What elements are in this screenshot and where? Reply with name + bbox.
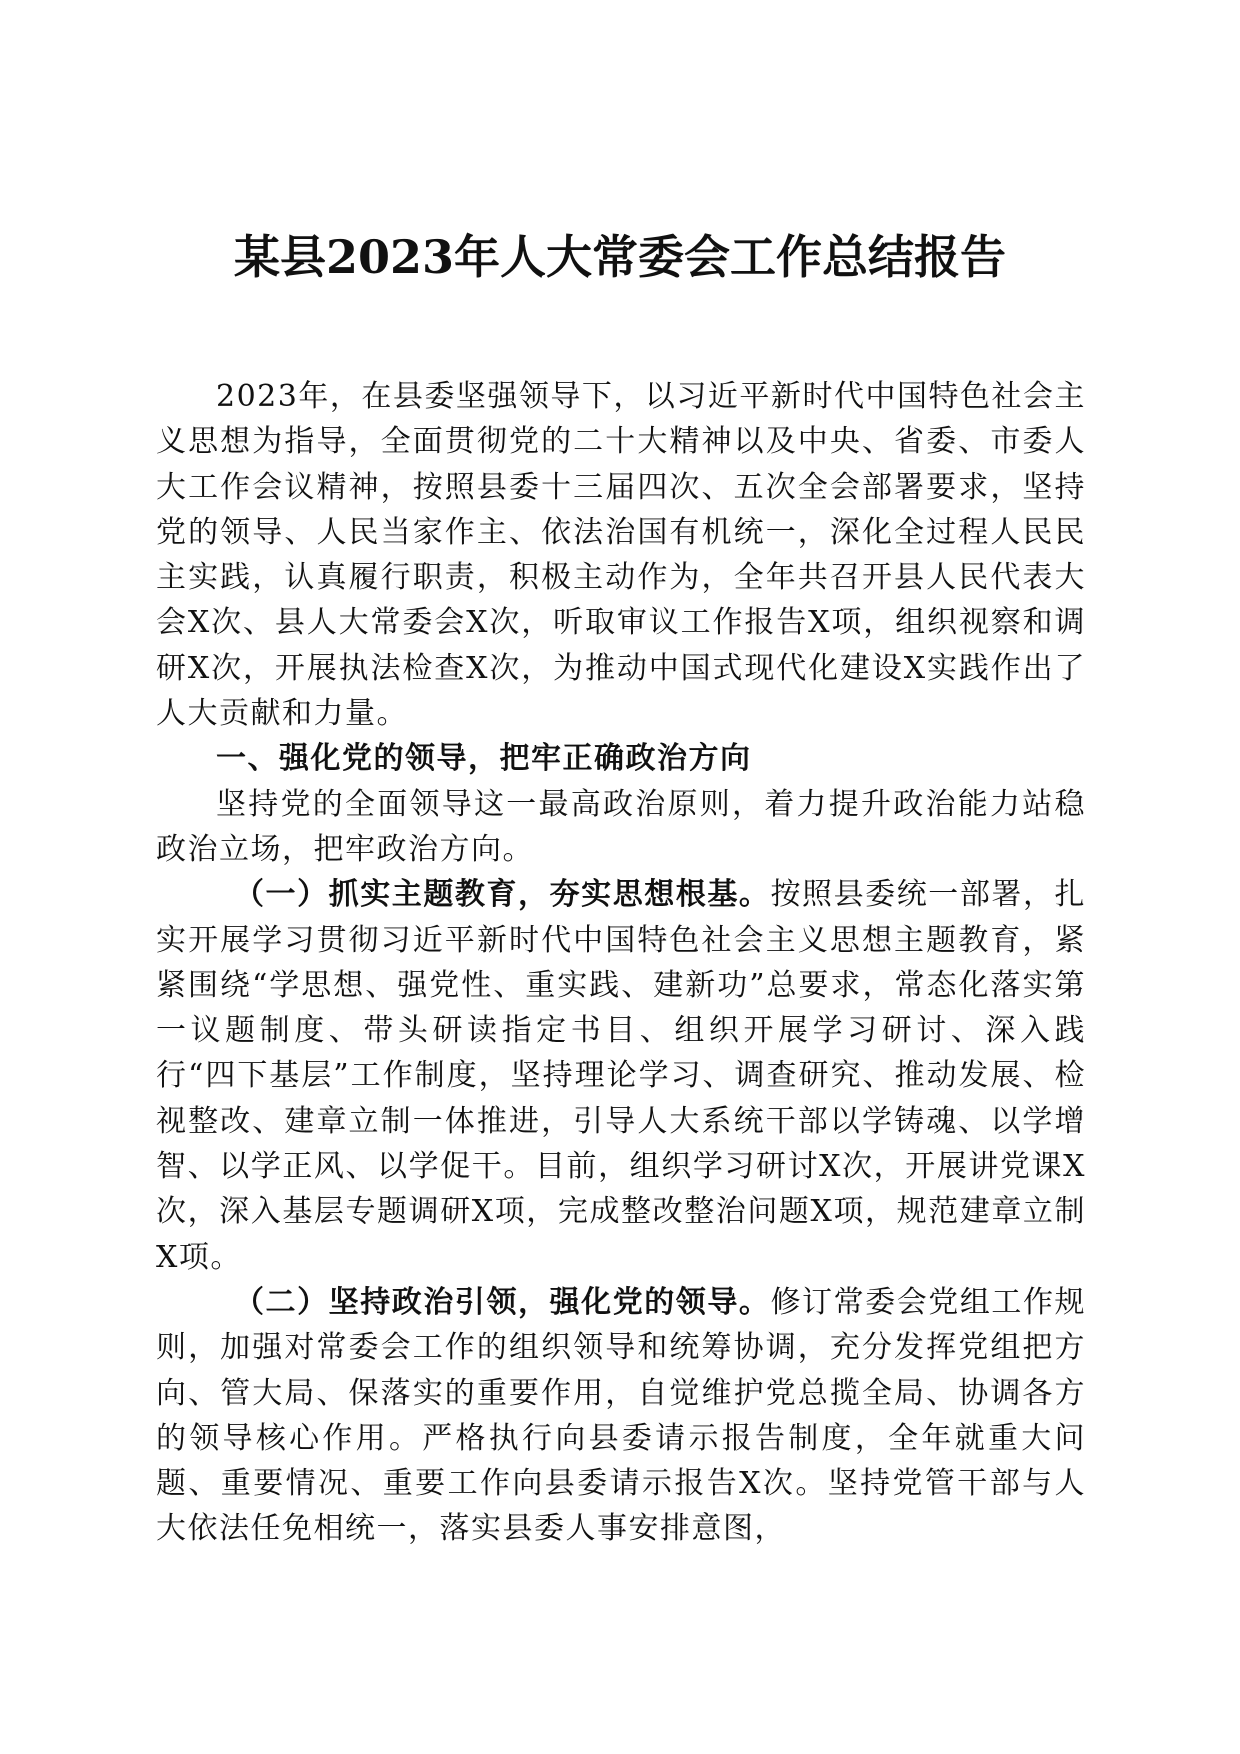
- section-1-item-1-text: 按照县委统一部署，扎实开展学习贯彻习近平新时代中国特色社会主义思想主题教育，紧紧围绕“学思想、强党性、重实践、建新功”总要求，常态化落实第一议题制度、带头研读指定书目、组织开展学习研讨、深入践行“四下基层”工作制度，坚持理论学习、调查研究、推动发展、检视整改、建章立制一体推进，引导人大系统干部以学铸魂、以学增智、以学正风、以学促干。目前，组织学习研讨X次，开展讲党课X次，深入基层专题调研X项，完成整改整治问题X项，规范建章立制X项。: [156, 877, 1087, 1275]
- section-1-lead-paragraph: 坚持党的全面领导这一最高政治原则，着力提升政治能力站稳政治立场，把牢政治方向。: [156, 786, 1086, 867]
- section-1-item-2-text: 修订常委会党组工作规则，加强对常委会工作的组织领导和统筹协调，充分发挥党组把方向、管大局、保落实的重要作用，自觉维护党总揽全局、协调各方的领导核心作用。严格执行向县委请示报告制度，全年就重大问题、重要情况、重要工作向县委请示报告X次。坚持党管干部与人大依法任免相统一，落实县委人事安排意图，: [156, 1284, 1087, 1547]
- section-1-item-2-paragraph: [156, 1280, 1086, 1552]
- section-1-item-1-title: （一）抓实主题教育，夯实思想根基。: [234, 877, 771, 913]
- intro-paragraph: 2023年，在县委坚强领导下，以习近平新时代中国特色社会主义思想为指导，全面贯彻党的二十大精神以及中央、省委、市委人大工作会议精神，按照县委十三届四次、五次全会部署要求，坚持党的领导、人民当家作主、依法治国有机统一，深化全过程人民民主实践，认真履行职责，积极主动作为，全年共召开县人民代表大会X次、县人大常委会X次，听取审议工作报告X项，组织视察和调研X次，开展执法检查X次，为推动中国式现代化建设X实践作出了人大贡献和力量。: [156, 379, 1086, 732]
- section-1-item-2-title: （二）坚持政治引领，强化党的领导。: [234, 1284, 771, 1320]
- section-1-item-1-paragraph: [156, 872, 1086, 1280]
- document-title: 某县2023年人大常委会工作总结报告: [233, 230, 1007, 284]
- document-body: [156, 374, 1086, 1552]
- section-1-heading: 一、强化党的领导，把牢正确政治方向: [216, 741, 752, 777]
